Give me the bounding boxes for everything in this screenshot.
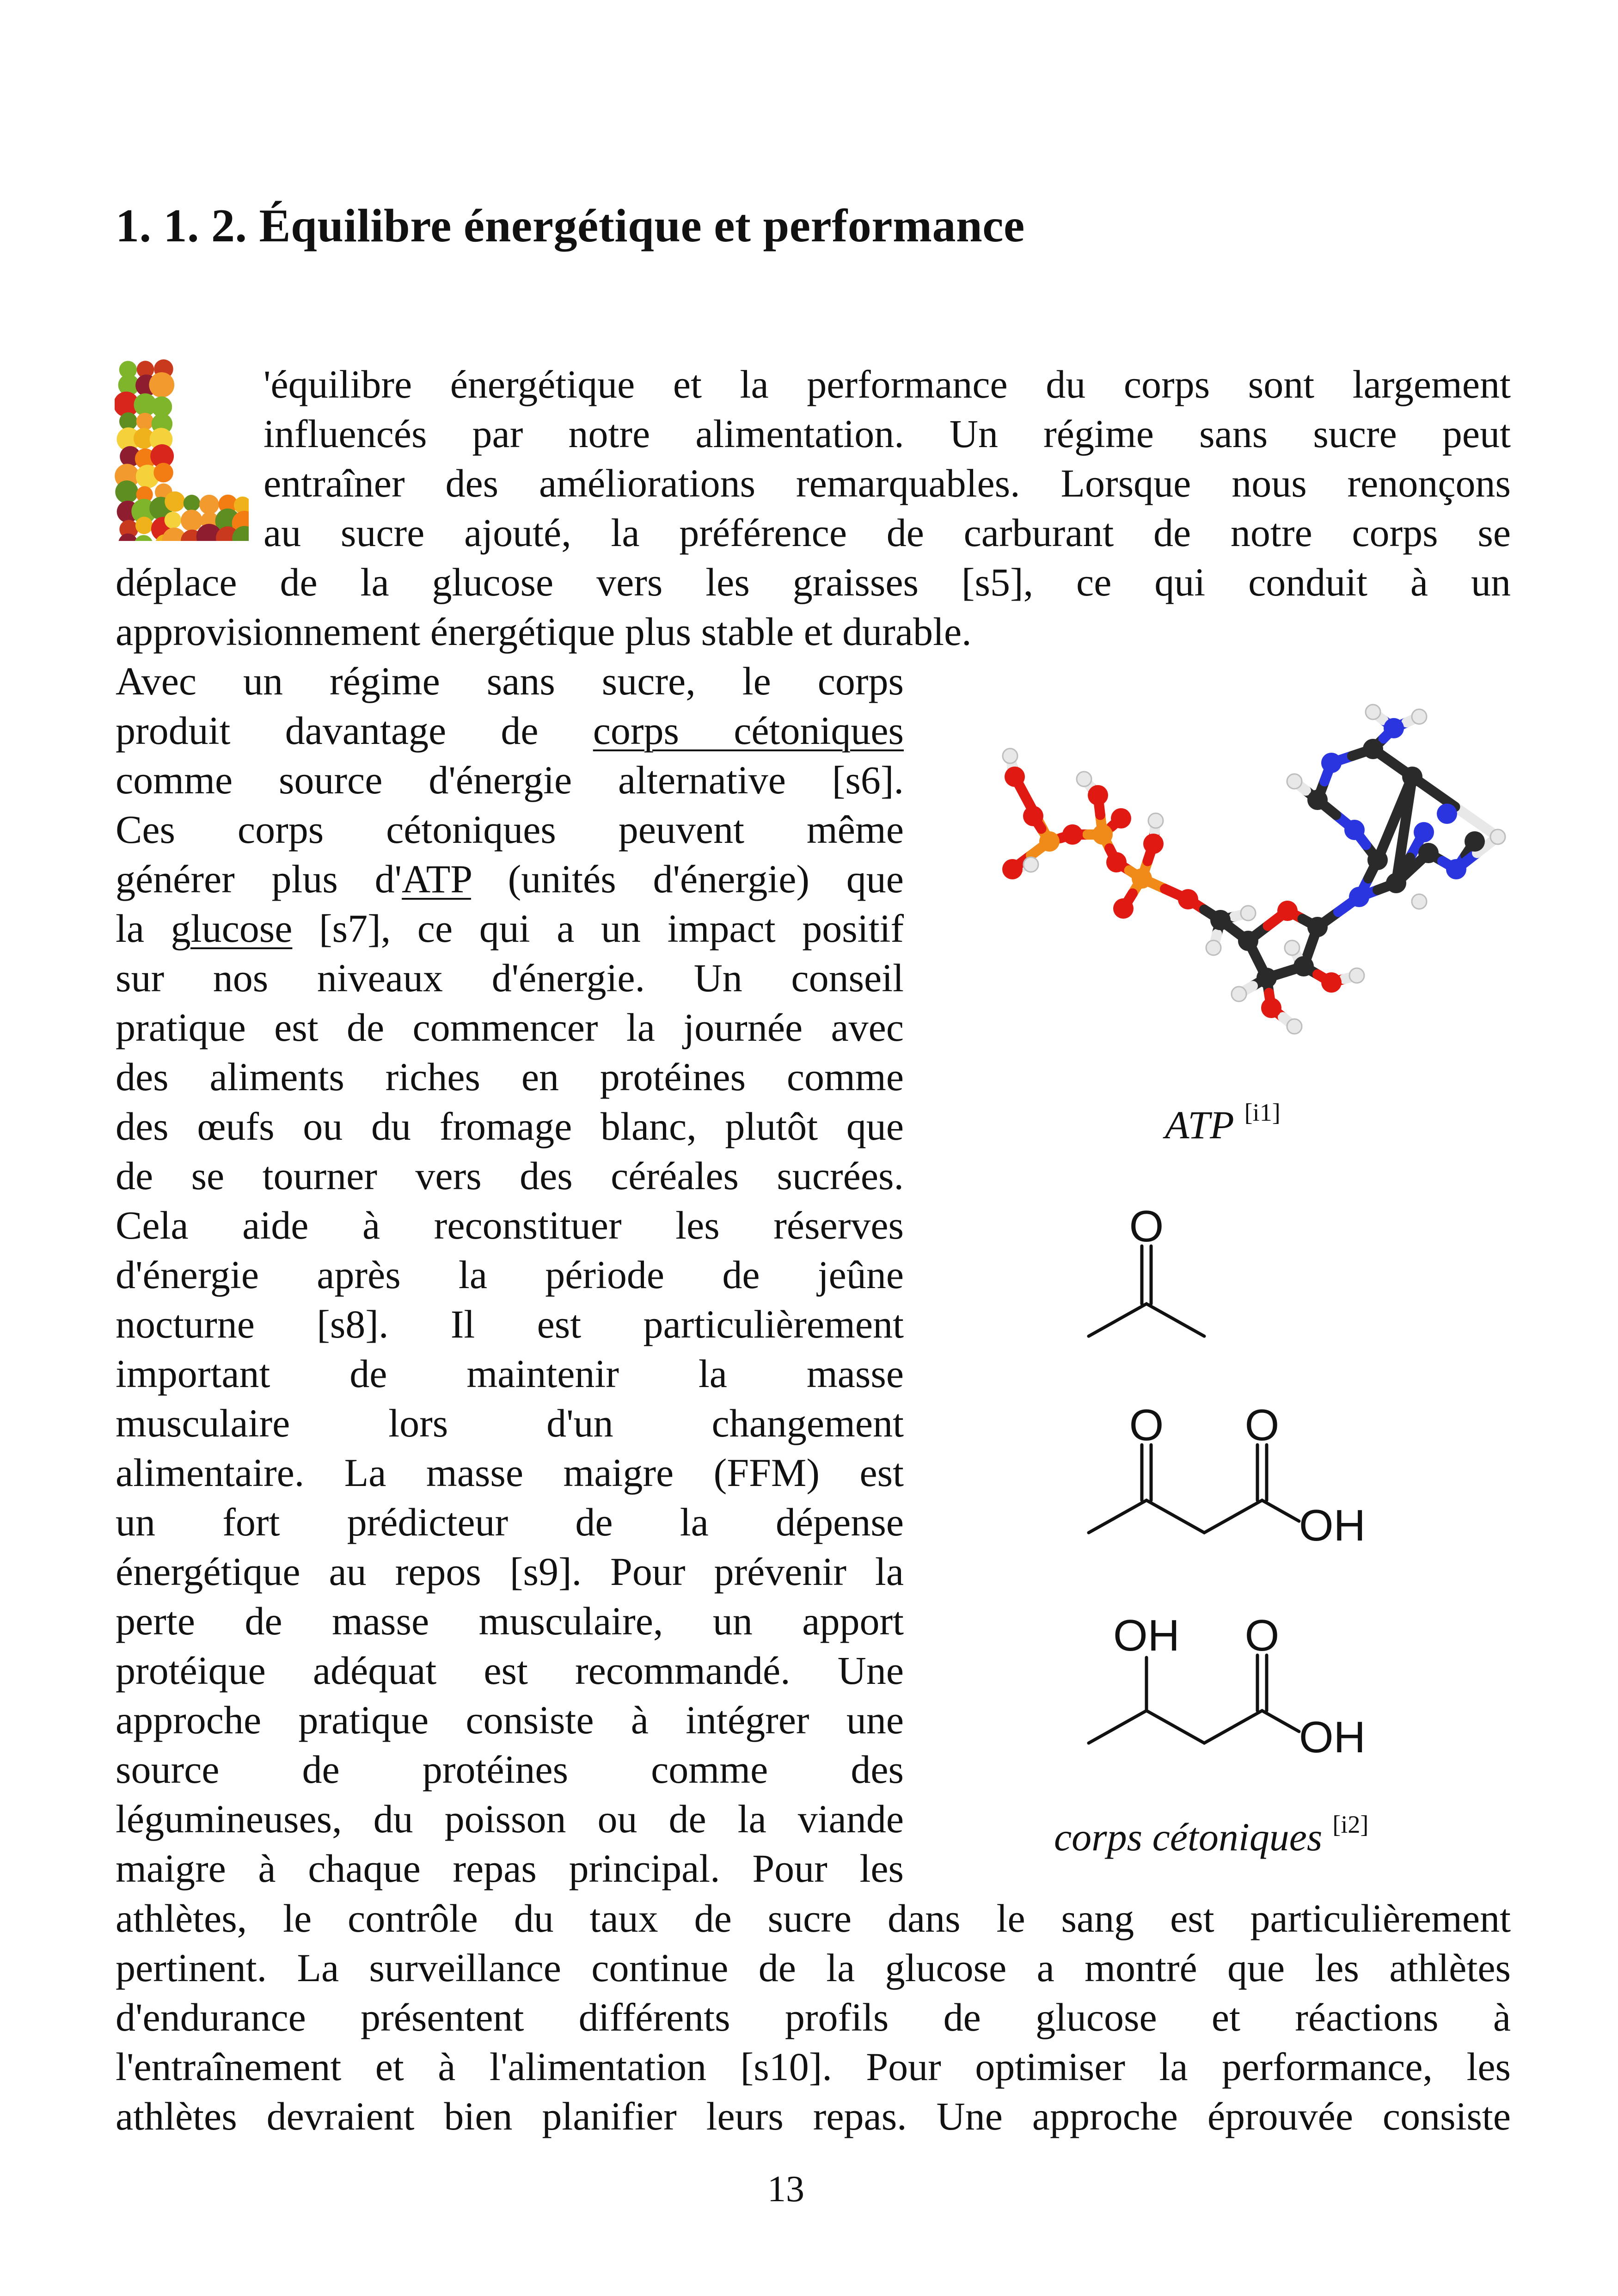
- column-line: comme source d'énergie alternative [s6].: [116, 758, 904, 802]
- atp-caption: [1165, 1098, 1281, 1148]
- fruit-shape: [134, 535, 153, 541]
- acetoacetate-o2-label: O: [1244, 1400, 1280, 1450]
- atp-atom: [1293, 956, 1314, 976]
- atp-atom: [1287, 774, 1302, 789]
- atp-atom: [1277, 901, 1298, 921]
- atp-atom: [1402, 767, 1422, 787]
- body-column-text: [116, 657, 904, 1893]
- atp-atom: [1384, 718, 1404, 738]
- fruit-shape: [165, 512, 182, 529]
- column-line: des œufs ou du fromage blanc, plutôt que: [116, 1104, 904, 1148]
- column-line: des aliments riches en protéines comme: [116, 1055, 904, 1099]
- fruit-shape: [153, 463, 173, 482]
- atp-atom: [1446, 859, 1466, 879]
- ketone-caption: [1054, 1810, 1368, 1860]
- acetone-o-label: O: [1129, 1202, 1164, 1251]
- hydroxybutyrate-acid-bond: [1257, 1655, 1267, 1711]
- atp-atom: [1148, 813, 1163, 828]
- underlined-term: corps cétoniques: [593, 708, 904, 753]
- atp-atom: [1363, 739, 1383, 759]
- column-line: approche pratique consiste à intégrer une: [116, 1698, 904, 1742]
- atp-atom: [1241, 906, 1256, 921]
- intro-paragraph-full: [116, 558, 1511, 657]
- atp-atom: [1210, 910, 1231, 930]
- column-line: légumineuses, du poisson ou de la viande: [116, 1797, 904, 1841]
- atp-atom: [1062, 824, 1083, 845]
- atp-caption-ref: [i1]: [1244, 1099, 1281, 1126]
- intro-paragraph-indented: [264, 360, 1511, 558]
- atp-atom: [1321, 753, 1342, 773]
- intro-line: influencés par notre alimentation. Un régime sans sucre peut: [264, 411, 1511, 456]
- atp-atom: [1287, 1019, 1302, 1034]
- fruit-shape: [181, 510, 202, 531]
- fruit-shape: [199, 495, 219, 515]
- atp-atom: [1366, 705, 1380, 719]
- acetoacetate-o1-label: O: [1129, 1400, 1164, 1450]
- atp-atom: [1344, 820, 1365, 840]
- atp-atom: [1005, 767, 1025, 787]
- atp-atom: [1307, 790, 1328, 810]
- hydroxybutyrate-oh1-label: OH: [1113, 1611, 1180, 1660]
- atp-atom: [1023, 806, 1043, 826]
- atp-atom: [1178, 889, 1198, 909]
- fruit-shape: [115, 480, 138, 503]
- column-line: la glucose [s7], ce qui a un impact positif: [116, 906, 904, 951]
- hydroxybutyrate-o-label: O: [1244, 1611, 1280, 1660]
- hydroxybutyrate-oh2-label: OH: [1299, 1713, 1366, 1762]
- atp-atom: [1349, 887, 1369, 907]
- hydroxybutyrate-skeleton: [1089, 1711, 1299, 1743]
- atp-atom: [1238, 931, 1258, 951]
- column-line: protéique adéquat est recommandé. Une: [116, 1648, 904, 1693]
- acetoacetate-oh-label: OH: [1299, 1501, 1366, 1550]
- ketone-caption-text: corps cétoniques: [1054, 1815, 1323, 1859]
- column-line: perte de masse musculaire, un apport: [116, 1599, 904, 1643]
- intro-line: au sucre ajouté, la préférence de carburant de notre corps se: [264, 510, 1511, 555]
- atp-molecule-image: [962, 694, 1535, 1054]
- column-line: nocturne [s8]. Il est particulièrement: [116, 1302, 904, 1346]
- atp-atom: [1321, 972, 1342, 993]
- atp-atom: [1490, 829, 1505, 844]
- acetoacetate-ketone-bond: [1142, 1445, 1151, 1500]
- atp-atom: [1465, 831, 1485, 852]
- fruit-shape: [135, 517, 153, 534]
- bottom-line: athlètes, le contrôle du taux de sucre dans le sang est particulièrement: [116, 1896, 1511, 1940]
- column-line: générer plus d'ATP (unités d'énergie) que: [116, 857, 904, 901]
- atp-atom: [1412, 709, 1427, 724]
- bottom-line: athlètes devraient bien planifier leurs repas. Une approche éprouvée consiste: [116, 2094, 1511, 2138]
- atp-atom: [1256, 968, 1277, 988]
- acetoacetate-acid-bond: [1257, 1445, 1267, 1500]
- column-line: sur nos niveaux d'énergie. Un conseil: [116, 956, 904, 1000]
- column-line: pratique est de commencer la journée avec: [116, 1005, 904, 1050]
- atp-atom: [1039, 831, 1060, 852]
- ketone-caption-ref: [i2]: [1332, 1811, 1369, 1838]
- atp-atom: [1414, 822, 1434, 842]
- ketone-bodies-diagram: [1077, 1193, 1428, 1780]
- column-line: d'énergie après la période de jeûne: [116, 1252, 904, 1297]
- atp-atom: [1367, 850, 1388, 870]
- atp-atom: [1106, 852, 1127, 872]
- fruit-shape: [184, 495, 200, 511]
- atp-atom: [1349, 968, 1364, 983]
- atp-atom: [1437, 804, 1457, 824]
- bottom-line: d'endurance présentent différents profils de glucose et réactions à: [116, 1995, 1511, 2039]
- atp-atom: [1132, 868, 1152, 889]
- fruit-shape: [165, 491, 185, 512]
- fruit-shape: [149, 372, 174, 398]
- atp-caption-text: ATP: [1165, 1103, 1234, 1147]
- atp-atom: [1088, 785, 1108, 805]
- acetone-skeleton: [1089, 1304, 1204, 1336]
- column-line: un fort prédicteur de la dépense: [116, 1500, 904, 1544]
- atp-atom: [1002, 859, 1023, 879]
- intro-line: entraîner des améliorations remarquables. Lorsque nous renonçons: [264, 461, 1511, 505]
- section-title: 1. 1. 2. Équilibre énergétique et performance: [116, 200, 1025, 252]
- atp-atom: [1003, 749, 1017, 763]
- intro-line: 'équilibre énergétique et la performance du corps sont largement: [264, 362, 1511, 406]
- page-number: 13: [767, 2169, 804, 2210]
- column-line: Cela aide à reconstituer les réserves: [116, 1203, 904, 1247]
- bottom-line: l'entraînement et à l'alimentation [s10]. Pour optimiser la performance, les: [116, 2044, 1511, 2089]
- atp-atom: [1307, 917, 1328, 937]
- atp-atom: [1024, 857, 1038, 872]
- atp-atom: [1261, 998, 1281, 1018]
- atp-atom: [1386, 873, 1406, 893]
- column-line: alimentaire. La masse maigre (FFM) est: [116, 1450, 904, 1495]
- column-line: Ces corps cétoniques peuvent même: [116, 807, 904, 852]
- acetone-carbonyl-bond: [1142, 1246, 1151, 1304]
- column-line: source de protéines comme des: [116, 1747, 904, 1792]
- atp-atom: [1077, 772, 1091, 786]
- fruit-shape: [136, 413, 154, 430]
- column-line: énergétique au repos [s9]. Pour prévenir la: [116, 1549, 904, 1594]
- atp-atom: [1206, 940, 1221, 955]
- intro-full-line: approvisionnement énergétique plus stable et durable.: [116, 609, 972, 654]
- atp-atom: [1232, 987, 1246, 1001]
- bottom-line: pertinent. La surveillance continue de la glucose a montré que les athlètes: [116, 1946, 1511, 1990]
- atp-atom: [1418, 843, 1439, 863]
- column-line: Avec un régime sans sucre, le corps: [116, 659, 904, 703]
- column-line: important de maintenir la masse: [116, 1351, 904, 1396]
- body-bottom-text: [116, 1894, 1511, 2141]
- column-line: de se tourner vers des céréales sucrées.: [116, 1154, 904, 1198]
- atp-atom: [1092, 824, 1113, 845]
- atp-atom: [1143, 834, 1164, 854]
- underlined-term: glucose: [171, 906, 293, 951]
- column-line: produit davantage de corps cétoniques: [116, 708, 904, 753]
- column-line: musculaire lors d'un changement: [116, 1401, 904, 1445]
- atp-atom: [1111, 808, 1131, 829]
- acetoacetate-skeleton: [1089, 1500, 1299, 1533]
- fruit-drop-cap-image: [115, 356, 249, 541]
- underlined-term: ATP: [402, 857, 471, 901]
- intro-full-line: déplace de la glucose vers les graisses [s5], ce qui conduit à un: [116, 560, 1511, 604]
- column-line: maigre à chaque repas principal. Pour les: [116, 1846, 904, 1891]
- atp-atom: [1285, 940, 1299, 955]
- atp-atom: [1113, 898, 1134, 919]
- atp-atom: [1412, 894, 1427, 909]
